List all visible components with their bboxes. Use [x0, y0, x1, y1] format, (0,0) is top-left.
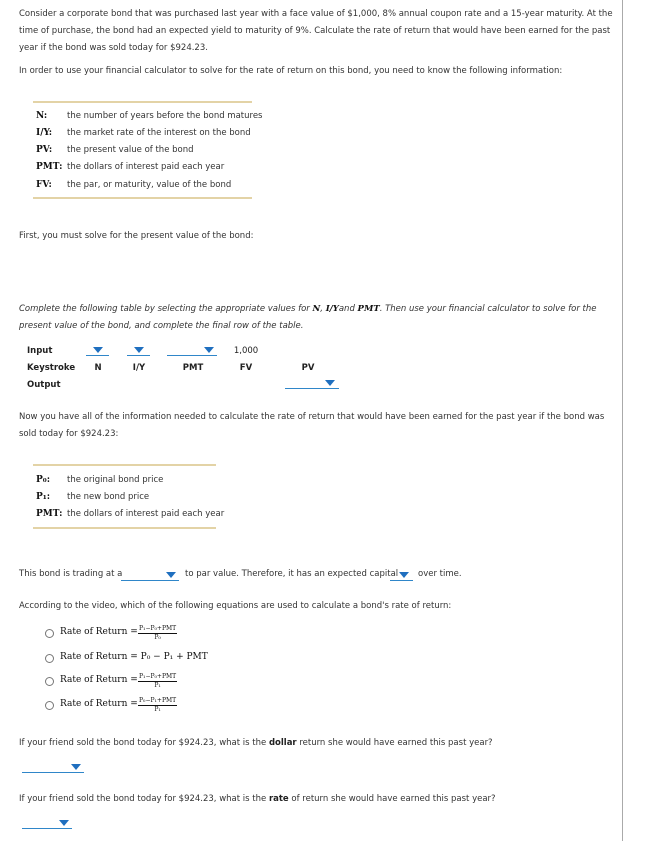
trading-before: This bond is trading at a	[19, 569, 123, 579]
dropdown-arrow-icon	[399, 572, 409, 578]
iy-input-dropdown[interactable]	[127, 344, 150, 356]
denominator: P₀	[154, 634, 161, 641]
definition-text: the dollars of interest paid each year	[67, 509, 225, 519]
price-def-p1	[36, 489, 149, 506]
definition-n	[36, 108, 262, 125]
option-3-label: Rate of Return =	[60, 675, 138, 685]
definition-text: the new bond price	[67, 492, 150, 502]
calculator-intro: In order to use your financial calculator to solve for the rate of return on this bond, you need to know the following information:	[19, 66, 563, 76]
definition-text: the original bond price	[67, 475, 164, 485]
symbol-iy: I/Y	[325, 304, 339, 314]
option-4-radio[interactable]	[45, 701, 54, 710]
instr-part1: Complete the following table by selecting the appropriate values for	[19, 304, 313, 314]
row-label-keystroke: Keystroke	[27, 363, 76, 373]
definition-text: the par, or maturity, value of the bond	[67, 180, 232, 190]
divider	[33, 197, 252, 199]
dropdown-arrow-icon	[325, 380, 335, 386]
question-text: If your friend sold the bond today for $924.23, what is the	[19, 794, 269, 804]
keystroke-pmt: PMT	[182, 363, 204, 373]
question-text: If your friend sold the bond today for $924.23, what is the	[19, 738, 269, 748]
dropdown-arrow-icon	[59, 820, 69, 826]
definition-label: I/Y:	[36, 128, 53, 138]
emphasis-rate: rate	[268, 794, 289, 804]
divider	[33, 464, 216, 466]
rate-return-question	[19, 791, 496, 808]
dropdown-arrow-icon	[134, 347, 144, 353]
first-step-text: First, you must solve for the present value of the bond:	[19, 231, 254, 241]
definition-label: PV:	[36, 145, 53, 155]
option-4-label: Rate of Return =	[60, 699, 138, 709]
definition-label: N:	[36, 111, 48, 121]
keystroke-fv: FV	[239, 363, 253, 373]
trading-middle: to par value. Therefore, it has an expected capital	[185, 569, 399, 579]
numerator: P₁−P₀+PMT	[139, 625, 177, 632]
pv-output-dropdown[interactable]	[285, 377, 339, 389]
option-3-radio[interactable]	[45, 677, 54, 686]
price-def-p0	[36, 472, 163, 489]
dollar-return-dropdown[interactable]	[22, 761, 84, 773]
denominator: P₁	[154, 682, 161, 689]
definition-label: PMT:	[36, 509, 63, 519]
fv-input-value: 1,000	[233, 346, 259, 356]
definition-text: the market rate of the interest on the bond	[67, 128, 251, 138]
numerator: P₁−P₀+PMT	[139, 673, 177, 680]
table-instructions	[19, 301, 614, 335]
option-4-fraction	[138, 697, 177, 714]
trading-after: over time.	[418, 569, 462, 579]
option-1-fraction	[138, 625, 177, 642]
question-text: return she would have earned this past year?	[296, 738, 493, 748]
option-1-radio[interactable]	[45, 629, 54, 638]
capital-gain-loss-dropdown[interactable]	[390, 569, 413, 581]
price-def-pmt	[36, 506, 224, 523]
problem-statement: Consider a corporate bond that was purchased last year with a face value of $1,000, 8% annual coupon rate and a 15-year maturity. At the time of purchase, the bond had an expected yield to maturity of 9%. Calculate the rate of return that would have been earned for the past year if the bond was sold today for $924.23.	[19, 9, 613, 53]
definition-iy	[36, 125, 251, 142]
numerator: P₀−P₁+PMT	[139, 697, 177, 704]
dropdown-arrow-icon	[93, 347, 103, 353]
definition-pv	[36, 142, 194, 159]
video-question: According to the video, which of the following equations are used to calculate a bond's rate of return:	[19, 601, 452, 611]
option-2-label: Rate of Return = P₀ − P₁ + PMT	[60, 652, 208, 662]
symbol-pmt: PMT	[357, 304, 380, 314]
row-label-output: Output	[27, 380, 61, 390]
definition-text: the present value of the bond	[67, 145, 194, 155]
dropdown-arrow-icon	[204, 347, 214, 353]
definition-fv	[36, 177, 231, 194]
divider	[33, 527, 216, 529]
option-2-radio[interactable]	[45, 654, 54, 663]
n-input-dropdown[interactable]	[86, 344, 109, 356]
option-1-label: Rate of Return =	[60, 627, 138, 637]
pmt-input-dropdown[interactable]	[167, 344, 217, 356]
instr-sep1: ,	[320, 304, 326, 314]
symbol-n: N	[312, 304, 321, 314]
dropdown-arrow-icon	[71, 764, 81, 770]
keystroke-n: N	[94, 363, 102, 373]
keystroke-iy: I/Y	[132, 363, 146, 373]
definition-text: the dollars of interest paid each year	[67, 162, 225, 172]
dropdown-arrow-icon	[166, 572, 176, 578]
keystroke-pv: PV	[301, 363, 315, 373]
divider	[33, 101, 252, 103]
definition-label: FV:	[36, 180, 52, 190]
question-text: of return she would have earned this past year?	[288, 794, 496, 804]
instr-sep2: and	[338, 304, 358, 314]
definition-text: the number of years before the bond matures	[67, 111, 263, 121]
emphasis-dollar: dollar	[268, 738, 297, 748]
denominator: P₁	[154, 706, 161, 713]
option-3-fraction	[138, 673, 177, 690]
right-border	[622, 0, 623, 841]
dollar-return-question	[19, 735, 493, 752]
definition-label: P₀:	[36, 475, 51, 485]
definition-label: PMT:	[36, 162, 63, 172]
now-text: Now you have all of the information needed to calculate the rate of return that would have been earned for the past year if the bond was sold today for $924.23:	[19, 412, 605, 439]
definition-pmt	[36, 159, 224, 176]
definition-label: P₁:	[36, 492, 51, 502]
row-label-input: Input	[27, 346, 53, 356]
instr-part2: . Then use your financial calculator to solve for the present value of the bond, and complete the final row of the table.	[19, 304, 597, 331]
trading-premium-discount-dropdown[interactable]	[121, 569, 179, 581]
rate-return-dropdown[interactable]	[22, 817, 72, 829]
